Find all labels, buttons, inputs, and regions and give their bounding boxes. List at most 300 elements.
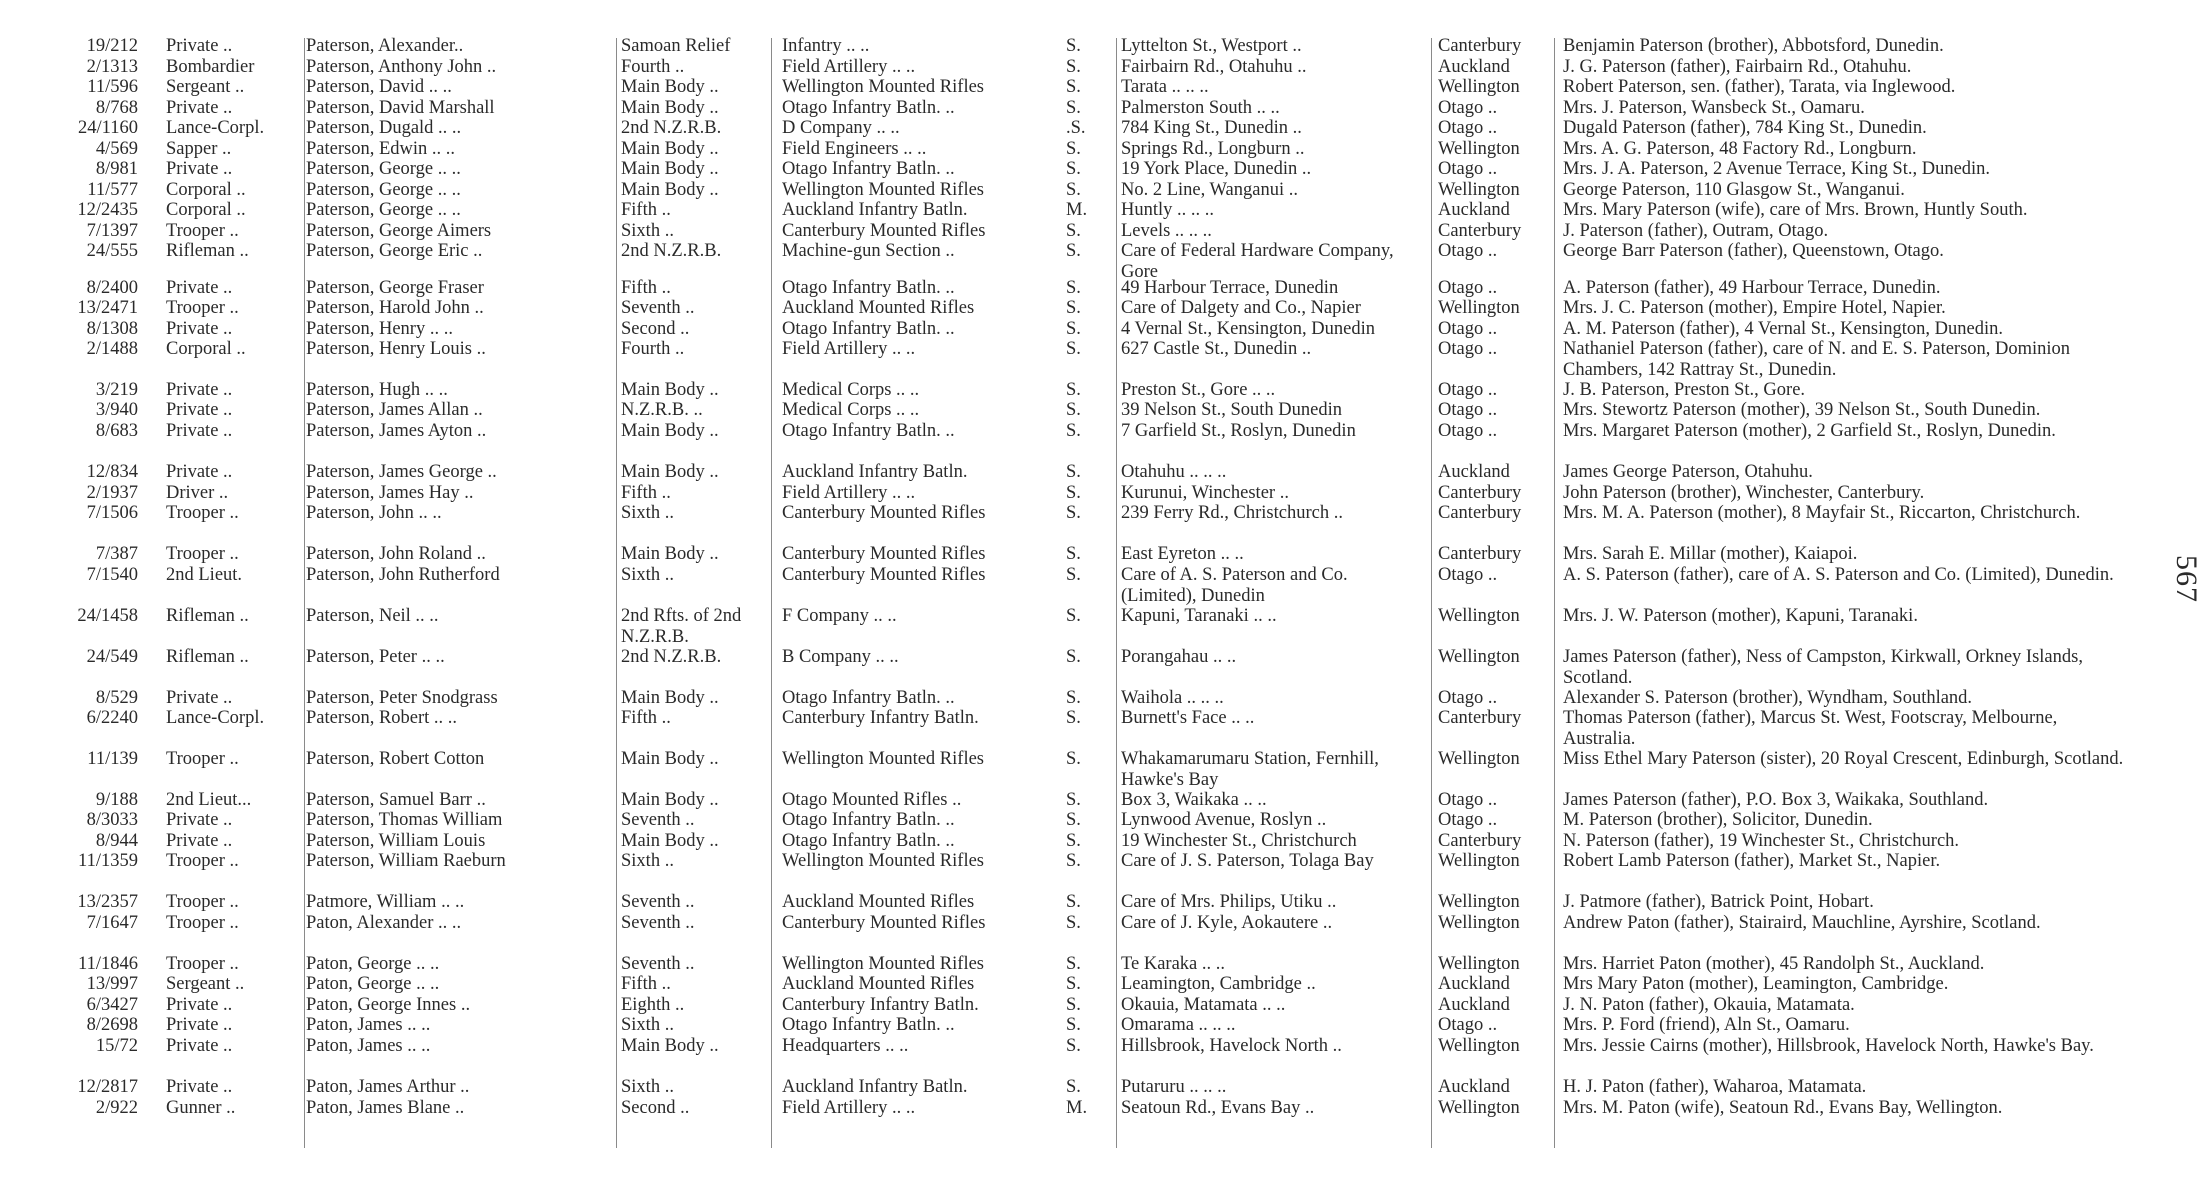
- marital-status-cell: S.: [1066, 974, 1081, 994]
- next-of-kin-cell: A. S. Paterson (father), care of A. S. Paterson and Co. (Limited), Dunedin.: [1563, 565, 2114, 585]
- marital-status-cell: S.: [1066, 36, 1081, 56]
- next-of-kin-cell: Mrs. Harriet Paton (mother), 45 Randolph St., Auckland.: [1563, 954, 1985, 974]
- rank-cell: Trooper ..: [166, 298, 239, 318]
- unit-cell: Machine-gun Section ..: [782, 241, 955, 261]
- service-number-cell: 8/944: [95, 831, 138, 851]
- soldier-name-cell: Paterson, William Louis: [306, 831, 486, 851]
- service-number-cell: 11/577: [87, 180, 138, 200]
- unit-cell: Otago Infantry Batln. ..: [782, 810, 955, 830]
- district-cell: Wellington: [1438, 892, 1520, 912]
- district-cell: Auckland: [1438, 57, 1510, 77]
- next-of-kin-cell: Robert Paterson, sen. (father), Tarata, via Inglewood.: [1563, 77, 1956, 97]
- column-rule: [771, 38, 772, 1148]
- service-number-cell: 24/1458: [77, 606, 138, 626]
- marital-status-cell: S.: [1066, 298, 1081, 318]
- page-number: 567: [2170, 555, 2203, 603]
- next-of-kin-cell: J. Paterson (father), Outram, Otago.: [1563, 221, 1829, 241]
- soldier-name-cell: Paterson, Peter .. ..: [306, 647, 445, 667]
- rank-cell: Private ..: [166, 421, 233, 441]
- service-number-cell: 8/1308: [86, 319, 138, 339]
- next-of-kin-cell: Mrs. J. Paterson, Wansbeck St., Oamaru.: [1563, 98, 1865, 118]
- rank-cell: Private ..: [166, 1036, 233, 1056]
- unit-cell: Auckland Infantry Batln.: [782, 1077, 968, 1097]
- last-address-cell: Springs Rd., Longburn ..: [1121, 139, 1305, 159]
- marital-status-cell: .S.: [1066, 118, 1086, 138]
- service-number-cell: 8/2400: [86, 278, 138, 298]
- marital-status-cell: S.: [1066, 647, 1081, 667]
- soldier-name-cell: Paterson, Samuel Barr ..: [306, 790, 486, 810]
- marital-status-cell: S.: [1066, 606, 1081, 626]
- marital-status-cell: S.: [1066, 1077, 1081, 1097]
- draft-cell: Main Body ..: [621, 790, 719, 810]
- rank-cell: Private ..: [166, 159, 233, 179]
- rank-cell: Trooper ..: [166, 913, 239, 933]
- soldier-name-cell: Paterson, Robert .. ..: [306, 708, 458, 728]
- unit-cell: Wellington Mounted Rifles: [782, 77, 984, 97]
- draft-cell: 2nd N.Z.R.B.: [621, 241, 722, 261]
- marital-status-cell: S.: [1066, 708, 1081, 728]
- unit-cell: Wellington Mounted Rifles: [782, 180, 984, 200]
- last-address-cell: 19 York Place, Dunedin ..: [1121, 159, 1312, 179]
- draft-cell: Main Body ..: [621, 1036, 719, 1056]
- last-address-cell: Levels .. .. ..: [1121, 221, 1212, 241]
- last-address-cell: Fairbairn Rd., Otahuhu ..: [1121, 57, 1307, 77]
- last-address-cell: Otahuhu .. .. ..: [1121, 462, 1227, 482]
- soldier-name-cell: Paterson, Robert Cotton: [306, 749, 485, 769]
- marital-status-cell: S.: [1066, 1015, 1081, 1035]
- service-number-cell: 7/1647: [86, 913, 138, 933]
- district-cell: Auckland: [1438, 974, 1510, 994]
- next-of-kin-cell: James Paterson (father), P.O. Box 3, Waikaka, Southland.: [1563, 790, 1989, 810]
- soldier-name-cell: Paton, James .. ..: [306, 1015, 431, 1035]
- draft-cell: Main Body ..: [621, 421, 719, 441]
- next-of-kin-cell: Nathaniel Paterson (father), care of N. and E. S. Paterson, Dominion Chambers, 142 Rattray St., Dunedin.: [1563, 339, 2071, 380]
- soldier-name-cell: Patmore, William .. ..: [306, 892, 465, 912]
- unit-cell: Medical Corps .. ..: [782, 400, 920, 420]
- marital-status-cell: S.: [1066, 544, 1081, 564]
- district-cell: Otago ..: [1438, 400, 1498, 420]
- marital-status-cell: S.: [1066, 1036, 1081, 1056]
- service-number-cell: 9/188: [95, 790, 138, 810]
- soldier-name-cell: Paterson, George Eric ..: [306, 241, 483, 261]
- district-cell: Canterbury: [1438, 503, 1522, 523]
- unit-cell: Auckland Mounted Rifles: [782, 892, 975, 912]
- unit-cell: Auckland Mounted Rifles: [782, 298, 975, 318]
- unit-cell: Field Engineers .. ..: [782, 139, 927, 159]
- marital-status-cell: S.: [1066, 98, 1081, 118]
- rank-cell: Rifleman ..: [166, 606, 249, 626]
- unit-cell: Otago Infantry Batln. ..: [782, 159, 955, 179]
- unit-cell: B Company .. ..: [782, 647, 899, 667]
- marital-status-cell: S.: [1066, 159, 1081, 179]
- marital-status-cell: S.: [1066, 892, 1081, 912]
- marital-status-cell: S.: [1066, 790, 1081, 810]
- next-of-kin-cell: J. G. Paterson (father), Fairbairn Rd., Otahuhu.: [1563, 57, 1912, 77]
- soldier-name-cell: Paterson, William Raeburn: [306, 851, 506, 871]
- unit-cell: Field Artillery .. ..: [782, 57, 916, 77]
- soldier-name-cell: Paterson, Peter Snodgrass: [306, 688, 498, 708]
- marital-status-cell: S.: [1066, 462, 1081, 482]
- draft-cell: Main Body ..: [621, 688, 719, 708]
- draft-cell: Fifth ..: [621, 278, 671, 298]
- next-of-kin-cell: Mrs. Sarah E. Millar (mother), Kaiapoi.: [1563, 544, 1858, 564]
- service-number-cell: 15/72: [95, 1036, 138, 1056]
- district-cell: Wellington: [1438, 647, 1520, 667]
- district-cell: Wellington: [1438, 180, 1520, 200]
- soldier-name-cell: Paterson, Hugh .. ..: [306, 380, 448, 400]
- unit-cell: Wellington Mounted Rifles: [782, 954, 984, 974]
- marital-status-cell: S.: [1066, 380, 1081, 400]
- draft-cell: Seventh ..: [621, 954, 695, 974]
- service-number-cell: 24/1160: [78, 118, 138, 138]
- next-of-kin-cell: George Barr Paterson (father), Queenstown, Otago.: [1563, 241, 1944, 261]
- draft-cell: Sixth ..: [621, 851, 674, 871]
- draft-cell: Main Body ..: [621, 77, 719, 97]
- last-address-cell: Porangahau .. ..: [1121, 647, 1237, 667]
- rank-cell: 2nd Lieut...: [166, 790, 252, 810]
- next-of-kin-cell: A. M. Paterson (father), 4 Vernal St., Kensington, Dunedin.: [1563, 319, 2003, 339]
- service-number-cell: 3/940: [95, 400, 138, 420]
- next-of-kin-cell: Mrs Mary Paton (mother), Leamington, Cambridge.: [1563, 974, 1949, 994]
- rank-cell: Corporal ..: [166, 200, 246, 220]
- service-number-cell: 8/2698: [86, 1015, 138, 1035]
- next-of-kin-cell: Robert Lamb Paterson (father), Market St., Napier.: [1563, 851, 1941, 871]
- marital-status-cell: S.: [1066, 851, 1081, 871]
- draft-cell: Main Body ..: [621, 139, 719, 159]
- district-cell: Wellington: [1438, 606, 1520, 626]
- next-of-kin-cell: H. J. Paton (father), Waharoa, Matamata.: [1563, 1077, 1867, 1097]
- unit-cell: Canterbury Mounted Rifles: [782, 503, 986, 523]
- draft-cell: Sixth ..: [621, 503, 674, 523]
- next-of-kin-cell: Thomas Paterson (father), Marcus St. West, Footscray, Melbourne, Australia.: [1563, 708, 2058, 749]
- next-of-kin-cell: Andrew Paton (father), Stairaird, Mauchline, Ayrshire, Scotland.: [1563, 913, 2041, 933]
- district-cell: Canterbury: [1438, 544, 1522, 564]
- draft-cell: Sixth ..: [621, 565, 674, 585]
- service-number-cell: 8/683: [95, 421, 138, 441]
- soldier-name-cell: Paterson, David Marshall: [306, 98, 495, 118]
- last-address-cell: Leamington, Cambridge ..: [1121, 974, 1316, 994]
- marital-status-cell: S.: [1066, 180, 1081, 200]
- unit-cell: Canterbury Mounted Rifles: [782, 913, 986, 933]
- district-cell: Otago ..: [1438, 565, 1498, 585]
- last-address-cell: Care of Federal Hardware Company, Gore: [1121, 241, 1394, 282]
- last-address-cell: East Eyreton .. ..: [1121, 544, 1244, 564]
- rank-cell: Bombardier: [166, 57, 255, 77]
- district-cell: Otago ..: [1438, 1015, 1498, 1035]
- district-cell: Otago ..: [1438, 118, 1498, 138]
- marital-status-cell: S.: [1066, 483, 1081, 503]
- next-of-kin-cell: M. Paterson (brother), Solicitor, Dunedin.: [1563, 810, 1873, 830]
- service-number-cell: 11/596: [87, 77, 138, 97]
- service-number-cell: 8/3033: [86, 810, 138, 830]
- next-of-kin-cell: J. N. Paton (father), Okauia, Matamata.: [1563, 995, 1855, 1015]
- soldier-name-cell: Paterson, Neil .. ..: [306, 606, 439, 626]
- draft-cell: Seventh ..: [621, 913, 695, 933]
- draft-cell: Main Body ..: [621, 380, 719, 400]
- last-address-cell: 627 Castle St., Dunedin ..: [1121, 339, 1312, 359]
- rank-cell: Trooper ..: [166, 749, 239, 769]
- draft-cell: Fifth ..: [621, 708, 671, 728]
- unit-cell: Canterbury Mounted Rifles: [782, 565, 986, 585]
- unit-cell: Auckland Mounted Rifles: [782, 974, 975, 994]
- service-number-cell: 7/1397: [86, 221, 138, 241]
- last-address-cell: Care of A. S. Paterson and Co. (Limited), Dunedin: [1121, 565, 1348, 606]
- service-number-cell: 7/1506: [86, 503, 138, 523]
- service-number-cell: 7/387: [95, 544, 138, 564]
- district-cell: Otago ..: [1438, 278, 1498, 298]
- last-address-cell: Hillsbrook, Havelock North ..: [1121, 1036, 1342, 1056]
- next-of-kin-cell: James Paterson (father), Ness of Campston, Kirkwall, Orkney Islands, Scotland.: [1563, 647, 2083, 688]
- district-cell: Otago ..: [1438, 790, 1498, 810]
- last-address-cell: Care of J. S. Paterson, Tolaga Bay: [1121, 851, 1374, 871]
- rank-cell: Private ..: [166, 1077, 233, 1097]
- soldier-name-cell: Paterson, Dugald .. ..: [306, 118, 462, 138]
- rank-cell: Corporal ..: [166, 180, 246, 200]
- rank-cell: Sergeant ..: [166, 974, 245, 994]
- draft-cell: Main Body ..: [621, 98, 719, 118]
- rank-cell: Private ..: [166, 319, 233, 339]
- marital-status-cell: S.: [1066, 278, 1081, 298]
- unit-cell: Auckland Infantry Batln.: [782, 462, 968, 482]
- rank-cell: Rifleman ..: [166, 647, 249, 667]
- marital-status-cell: S.: [1066, 954, 1081, 974]
- soldier-name-cell: Paterson, James George ..: [306, 462, 497, 482]
- draft-cell: Sixth ..: [621, 1077, 674, 1097]
- rank-cell: Corporal ..: [166, 339, 246, 359]
- last-address-cell: 239 Ferry Rd., Christchurch ..: [1121, 503, 1343, 523]
- rank-cell: Trooper ..: [166, 503, 239, 523]
- last-address-cell: Palmerston South .. ..: [1121, 98, 1280, 118]
- unit-cell: Field Artillery .. ..: [782, 339, 916, 359]
- marital-status-cell: S.: [1066, 319, 1081, 339]
- unit-cell: Wellington Mounted Rifles: [782, 749, 984, 769]
- unit-cell: Medical Corps .. ..: [782, 380, 920, 400]
- marital-status-cell: S.: [1066, 77, 1081, 97]
- rank-cell: Trooper ..: [166, 954, 239, 974]
- last-address-cell: Okauia, Matamata .. ..: [1121, 995, 1286, 1015]
- marital-status-cell: S.: [1066, 565, 1081, 585]
- column-rule: [304, 38, 305, 1148]
- soldier-name-cell: Paterson, Henry .. ..: [306, 319, 453, 339]
- service-number-cell: 2/1937: [86, 483, 138, 503]
- service-number-cell: 13/2357: [77, 892, 138, 912]
- district-cell: Canterbury: [1438, 221, 1522, 241]
- service-number-cell: 8/768: [95, 98, 138, 118]
- district-cell: Canterbury: [1438, 36, 1522, 56]
- soldier-name-cell: Paton, George .. ..: [306, 974, 440, 994]
- next-of-kin-cell: J. Patmore (father), Batrick Point, Hobart.: [1563, 892, 1874, 912]
- unit-cell: F Company .. ..: [782, 606, 897, 626]
- draft-cell: 2nd Rfts. of 2nd N.Z.R.B.: [621, 606, 742, 647]
- soldier-name-cell: Paterson, Thomas William: [306, 810, 503, 830]
- district-cell: Auckland: [1438, 462, 1510, 482]
- draft-cell: Fifth ..: [621, 974, 671, 994]
- unit-cell: Otago Mounted Rifles ..: [782, 790, 962, 810]
- next-of-kin-cell: Mrs. J. W. Paterson (mother), Kapuni, Taranaki.: [1563, 606, 1918, 626]
- marital-status-cell: S.: [1066, 749, 1081, 769]
- draft-cell: 2nd N.Z.R.B.: [621, 647, 722, 667]
- draft-cell: Second ..: [621, 1098, 690, 1118]
- soldier-name-cell: Paton, George .. ..: [306, 954, 440, 974]
- rank-cell: Private ..: [166, 36, 233, 56]
- service-number-cell: 12/2817: [77, 1077, 138, 1097]
- last-address-cell: Te Karaka .. ..: [1121, 954, 1225, 974]
- column-rule: [1431, 38, 1432, 1148]
- draft-cell: Main Body ..: [621, 159, 719, 179]
- marital-status-cell: S.: [1066, 221, 1081, 241]
- unit-cell: Otago Infantry Batln. ..: [782, 421, 955, 441]
- rank-cell: Lance-Corpl.: [166, 118, 265, 138]
- district-cell: Otago ..: [1438, 688, 1498, 708]
- rank-cell: Trooper ..: [166, 221, 239, 241]
- district-cell: Wellington: [1438, 1098, 1520, 1118]
- column-rule: [1116, 38, 1117, 1148]
- marital-status-cell: S.: [1066, 688, 1081, 708]
- next-of-kin-cell: J. B. Paterson, Preston St., Gore.: [1563, 380, 1806, 400]
- service-number-cell: 6/3427: [86, 995, 138, 1015]
- unit-cell: Otago Infantry Batln. ..: [782, 831, 955, 851]
- last-address-cell: 7 Garfield St., Roslyn, Dunedin: [1121, 421, 1356, 441]
- district-cell: Otago ..: [1438, 339, 1498, 359]
- soldier-name-cell: Paton, Alexander .. ..: [306, 913, 462, 933]
- rank-cell: Gunner ..: [166, 1098, 236, 1118]
- district-cell: Canterbury: [1438, 708, 1522, 728]
- rank-cell: Private ..: [166, 98, 233, 118]
- next-of-kin-cell: Mrs. Margaret Paterson (mother), 2 Garfield St., Roslyn, Dunedin.: [1563, 421, 2056, 441]
- soldier-name-cell: Paton, James Arthur ..: [306, 1077, 470, 1097]
- rank-cell: Private ..: [166, 400, 233, 420]
- column-rule: [1554, 38, 1555, 1148]
- next-of-kin-cell: Mrs. Mary Paterson (wife), care of Mrs. Brown, Huntly South.: [1563, 200, 2028, 220]
- draft-cell: 2nd N.Z.R.B.: [621, 118, 722, 138]
- next-of-kin-cell: Miss Ethel Mary Paterson (sister), 20 Royal Crescent, Edinburgh, Scotland.: [1563, 749, 2124, 769]
- last-address-cell: Omarama .. .. ..: [1121, 1015, 1236, 1035]
- last-address-cell: 49 Harbour Terrace, Dunedin: [1121, 278, 1339, 298]
- last-address-cell: No. 2 Line, Wanganui ..: [1121, 180, 1298, 200]
- unit-cell: Auckland Infantry Batln.: [782, 200, 968, 220]
- unit-cell: Field Artillery .. ..: [782, 1098, 916, 1118]
- marital-status-cell: S.: [1066, 810, 1081, 830]
- rank-cell: Private ..: [166, 278, 233, 298]
- marital-status-cell: S.: [1066, 913, 1081, 933]
- last-address-cell: 4 Vernal St., Kensington, Dunedin: [1121, 319, 1376, 339]
- soldier-name-cell: Paterson, George .. ..: [306, 180, 461, 200]
- last-address-cell: Care of Dalgety and Co., Napier: [1121, 298, 1361, 318]
- soldier-name-cell: Paterson, George .. ..: [306, 159, 461, 179]
- last-address-cell: Seatoun Rd., Evans Bay ..: [1121, 1098, 1315, 1118]
- soldier-name-cell: Paterson, Alexander..: [306, 36, 464, 56]
- soldier-name-cell: Paterson, George Fraser: [306, 278, 484, 298]
- draft-cell: Main Body ..: [621, 180, 719, 200]
- marital-status-cell: S.: [1066, 503, 1081, 523]
- unit-cell: Headquarters .. ..: [782, 1036, 909, 1056]
- unit-cell: Field Artillery .. ..: [782, 483, 916, 503]
- district-cell: Auckland: [1438, 200, 1510, 220]
- marital-status-cell: S.: [1066, 241, 1081, 261]
- next-of-kin-cell: Alexander S. Paterson (brother), Wyndham, Southland.: [1563, 688, 1973, 708]
- soldier-name-cell: Paterson, Henry Louis ..: [306, 339, 486, 359]
- soldier-name-cell: Paterson, John .. ..: [306, 503, 442, 523]
- district-cell: Auckland: [1438, 1077, 1510, 1097]
- rank-cell: Private ..: [166, 1015, 233, 1035]
- district-cell: Wellington: [1438, 954, 1520, 974]
- service-number-cell: 8/981: [95, 159, 138, 179]
- next-of-kin-cell: Mrs. Stewortz Paterson (mother), 39 Nelson St., South Dunedin.: [1563, 400, 2041, 420]
- soldier-name-cell: Paterson, James Ayton ..: [306, 421, 487, 441]
- service-number-cell: 7/1540: [86, 565, 138, 585]
- soldier-name-cell: Paterson, Harold John ..: [306, 298, 484, 318]
- column-rule: [616, 38, 617, 1148]
- rank-cell: Sergeant ..: [166, 77, 245, 97]
- unit-cell: D Company .. ..: [782, 118, 900, 138]
- unit-cell: Otago Infantry Batln. ..: [782, 278, 955, 298]
- district-cell: Otago ..: [1438, 319, 1498, 339]
- next-of-kin-cell: N. Paterson (father), 19 Winchester St., Christchurch.: [1563, 831, 1960, 851]
- district-cell: Otago ..: [1438, 421, 1498, 441]
- rank-cell: Private ..: [166, 995, 233, 1015]
- draft-cell: Seventh ..: [621, 810, 695, 830]
- next-of-kin-cell: Mrs. J. A. Paterson, 2 Avenue Terrace, King St., Dunedin.: [1563, 159, 1991, 179]
- next-of-kin-cell: Mrs. A. G. Paterson, 48 Factory Rd., Longburn.: [1563, 139, 1917, 159]
- last-address-cell: Preston St., Gore .. ..: [1121, 380, 1276, 400]
- district-cell: Canterbury: [1438, 483, 1522, 503]
- marital-status-cell: S.: [1066, 995, 1081, 1015]
- soldier-name-cell: Paterson, John Rutherford: [306, 565, 500, 585]
- draft-cell: Main Body ..: [621, 749, 719, 769]
- last-address-cell: Lynwood Avenue, Roslyn ..: [1121, 810, 1327, 830]
- next-of-kin-cell: Mrs. P. Ford (friend), Aln St., Oamaru.: [1563, 1015, 1850, 1035]
- next-of-kin-cell: James George Paterson, Otahuhu.: [1563, 462, 1813, 482]
- next-of-kin-cell: John Paterson (brother), Winchester, Canterbury.: [1563, 483, 1925, 503]
- draft-cell: Seventh ..: [621, 892, 695, 912]
- last-address-cell: 39 Nelson St., South Dunedin: [1121, 400, 1342, 420]
- unit-cell: Canterbury Mounted Rifles: [782, 221, 986, 241]
- soldier-name-cell: Paterson, George Aimers: [306, 221, 492, 241]
- rank-cell: Sapper ..: [166, 139, 232, 159]
- marital-status-cell: S.: [1066, 139, 1081, 159]
- marital-status-cell: S.: [1066, 339, 1081, 359]
- draft-cell: Eighth ..: [621, 995, 685, 1015]
- next-of-kin-cell: George Paterson, 110 Glasgow St., Wanganui.: [1563, 180, 1905, 200]
- last-address-cell: Kurunui, Winchester ..: [1121, 483, 1289, 503]
- service-number-cell: 24/555: [86, 241, 138, 261]
- draft-cell: Sixth ..: [621, 221, 674, 241]
- next-of-kin-cell: Benjamin Paterson (brother), Abbotsford, Dunedin.: [1563, 36, 1944, 56]
- service-number-cell: 11/1359: [78, 851, 138, 871]
- district-cell: Wellington: [1438, 749, 1520, 769]
- rank-cell: Trooper ..: [166, 544, 239, 564]
- draft-cell: Main Body ..: [621, 462, 719, 482]
- service-number-cell: 2/1313: [86, 57, 138, 77]
- next-of-kin-cell: Mrs. Jessie Cairns (mother), Hillsbrook, Havelock North, Hawke's Bay.: [1563, 1036, 2094, 1056]
- next-of-kin-cell: Mrs. M. A. Paterson (mother), 8 Mayfair St., Riccarton, Christchurch.: [1563, 503, 2081, 523]
- next-of-kin-cell: Dugald Paterson (father), 784 King St., Dunedin.: [1563, 118, 1927, 138]
- marital-status-cell: S.: [1066, 421, 1081, 441]
- service-number-cell: 8/529: [95, 688, 138, 708]
- marital-status-cell: M.: [1066, 1098, 1088, 1118]
- draft-cell: Fourth ..: [621, 57, 685, 77]
- draft-cell: Fourth ..: [621, 339, 685, 359]
- last-address-cell: Tarata .. .. ..: [1121, 77, 1209, 97]
- draft-cell: Seventh ..: [621, 298, 695, 318]
- last-address-cell: 784 King St., Dunedin ..: [1121, 118, 1302, 138]
- next-of-kin-cell: Mrs. M. Paton (wife), Seatoun Rd., Evans Bay, Wellington.: [1563, 1098, 2003, 1118]
- service-number-cell: 13/997: [86, 974, 138, 994]
- last-address-cell: Huntly .. .. ..: [1121, 200, 1215, 220]
- district-cell: Wellington: [1438, 1036, 1520, 1056]
- unit-cell: Wellington Mounted Rifles: [782, 851, 984, 871]
- district-cell: Wellington: [1438, 139, 1520, 159]
